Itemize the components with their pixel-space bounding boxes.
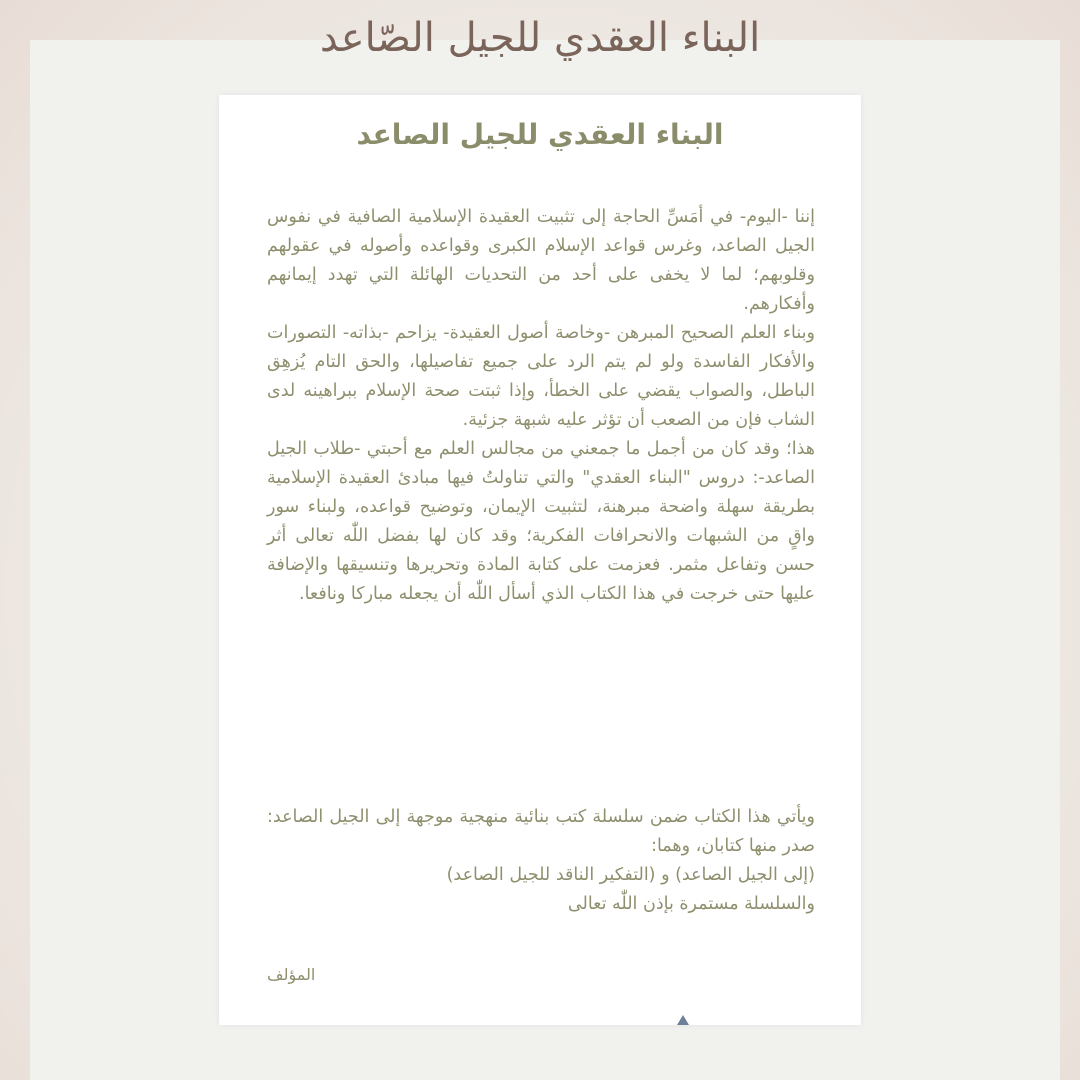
intro-text <box>267 203 815 609</box>
series-text <box>267 803 815 919</box>
book-page <box>219 95 861 1025</box>
paragraph-1: إننا -اليوم- في أمَسِّ الحاجة إلى تثبيت العقيدة الإسلامية الصافية في نفوس الجيل الصاعد، وغرس قواعد الإسلام الكبرى وقواعده وأصوله في عقولهم وقلوبهم؛ لما لا يخفى على أحد من التحديات الهائلة التي تهدد إيمانهم وأفكارهم. <box>267 207 815 314</box>
paragraph-2: وبناء العلم الصحيح المبرهن -وخاصة أصول العقيدة- يزاحم -بذاته- التصورات والأفكار الفاسدة ولو لم يتم الرد على جميع تفاصيلها، والحق التام يُزهِق الباطل، والصواب يقضي على الخطأ، وإذا ثبتت صحة الإسلام ببراهينه لدى الشاب فإن من الصعب أن تؤثر عليه شبهة جزئية. <box>267 323 815 430</box>
series-paragraph-1: ويأتي هذا الكتاب ضمن سلسلة كتب بنائية منهجية موجهة إلى الجيل الصاعد: صدر منها كتابان، وهما: <box>267 807 815 856</box>
series-paragraph-2: (إلى الجيل الصاعد) و (التفكير الناقد للجيل الصاعد) <box>446 865 815 885</box>
cover-title: البناء العقدي للجيل الصّاعد <box>319 15 761 61</box>
page-marker-icon <box>677 1015 689 1025</box>
paragraph-3: هذا؛ وقد كان من أجمل ما جمعني من مجالس العلم مع أحبتي -طلاب الجيل الصاعد-: دروس "البناء العقدي" والتي تناولتُ فيها مبادئ العقيدة الإسلامية بطريقة سهلة واضحة مبرهنة، لتثبيت الإيمان، وتوضيح قواعده، ولبناء سور واقٍ من الشبهات والانحرافات الفكرية؛ وقد كان لها بفضل اللّٰه تعالى أثر حسن وتفاعل مثمر. فعزمت على كتابة المادة وتحريرها وتنسيقها والإضافة عليها حتى خرجت في هذا الكتاب الذي أسأل اللّٰه أن يجعله مباركا ونافعا. <box>267 439 815 604</box>
page-title: البناء العقدي للجيل الصاعد <box>356 118 724 151</box>
series-paragraph-3: والسلسلة مستمرة بإذن اللّٰه تعالى <box>567 894 815 914</box>
author-signature: المؤلف <box>267 965 316 984</box>
